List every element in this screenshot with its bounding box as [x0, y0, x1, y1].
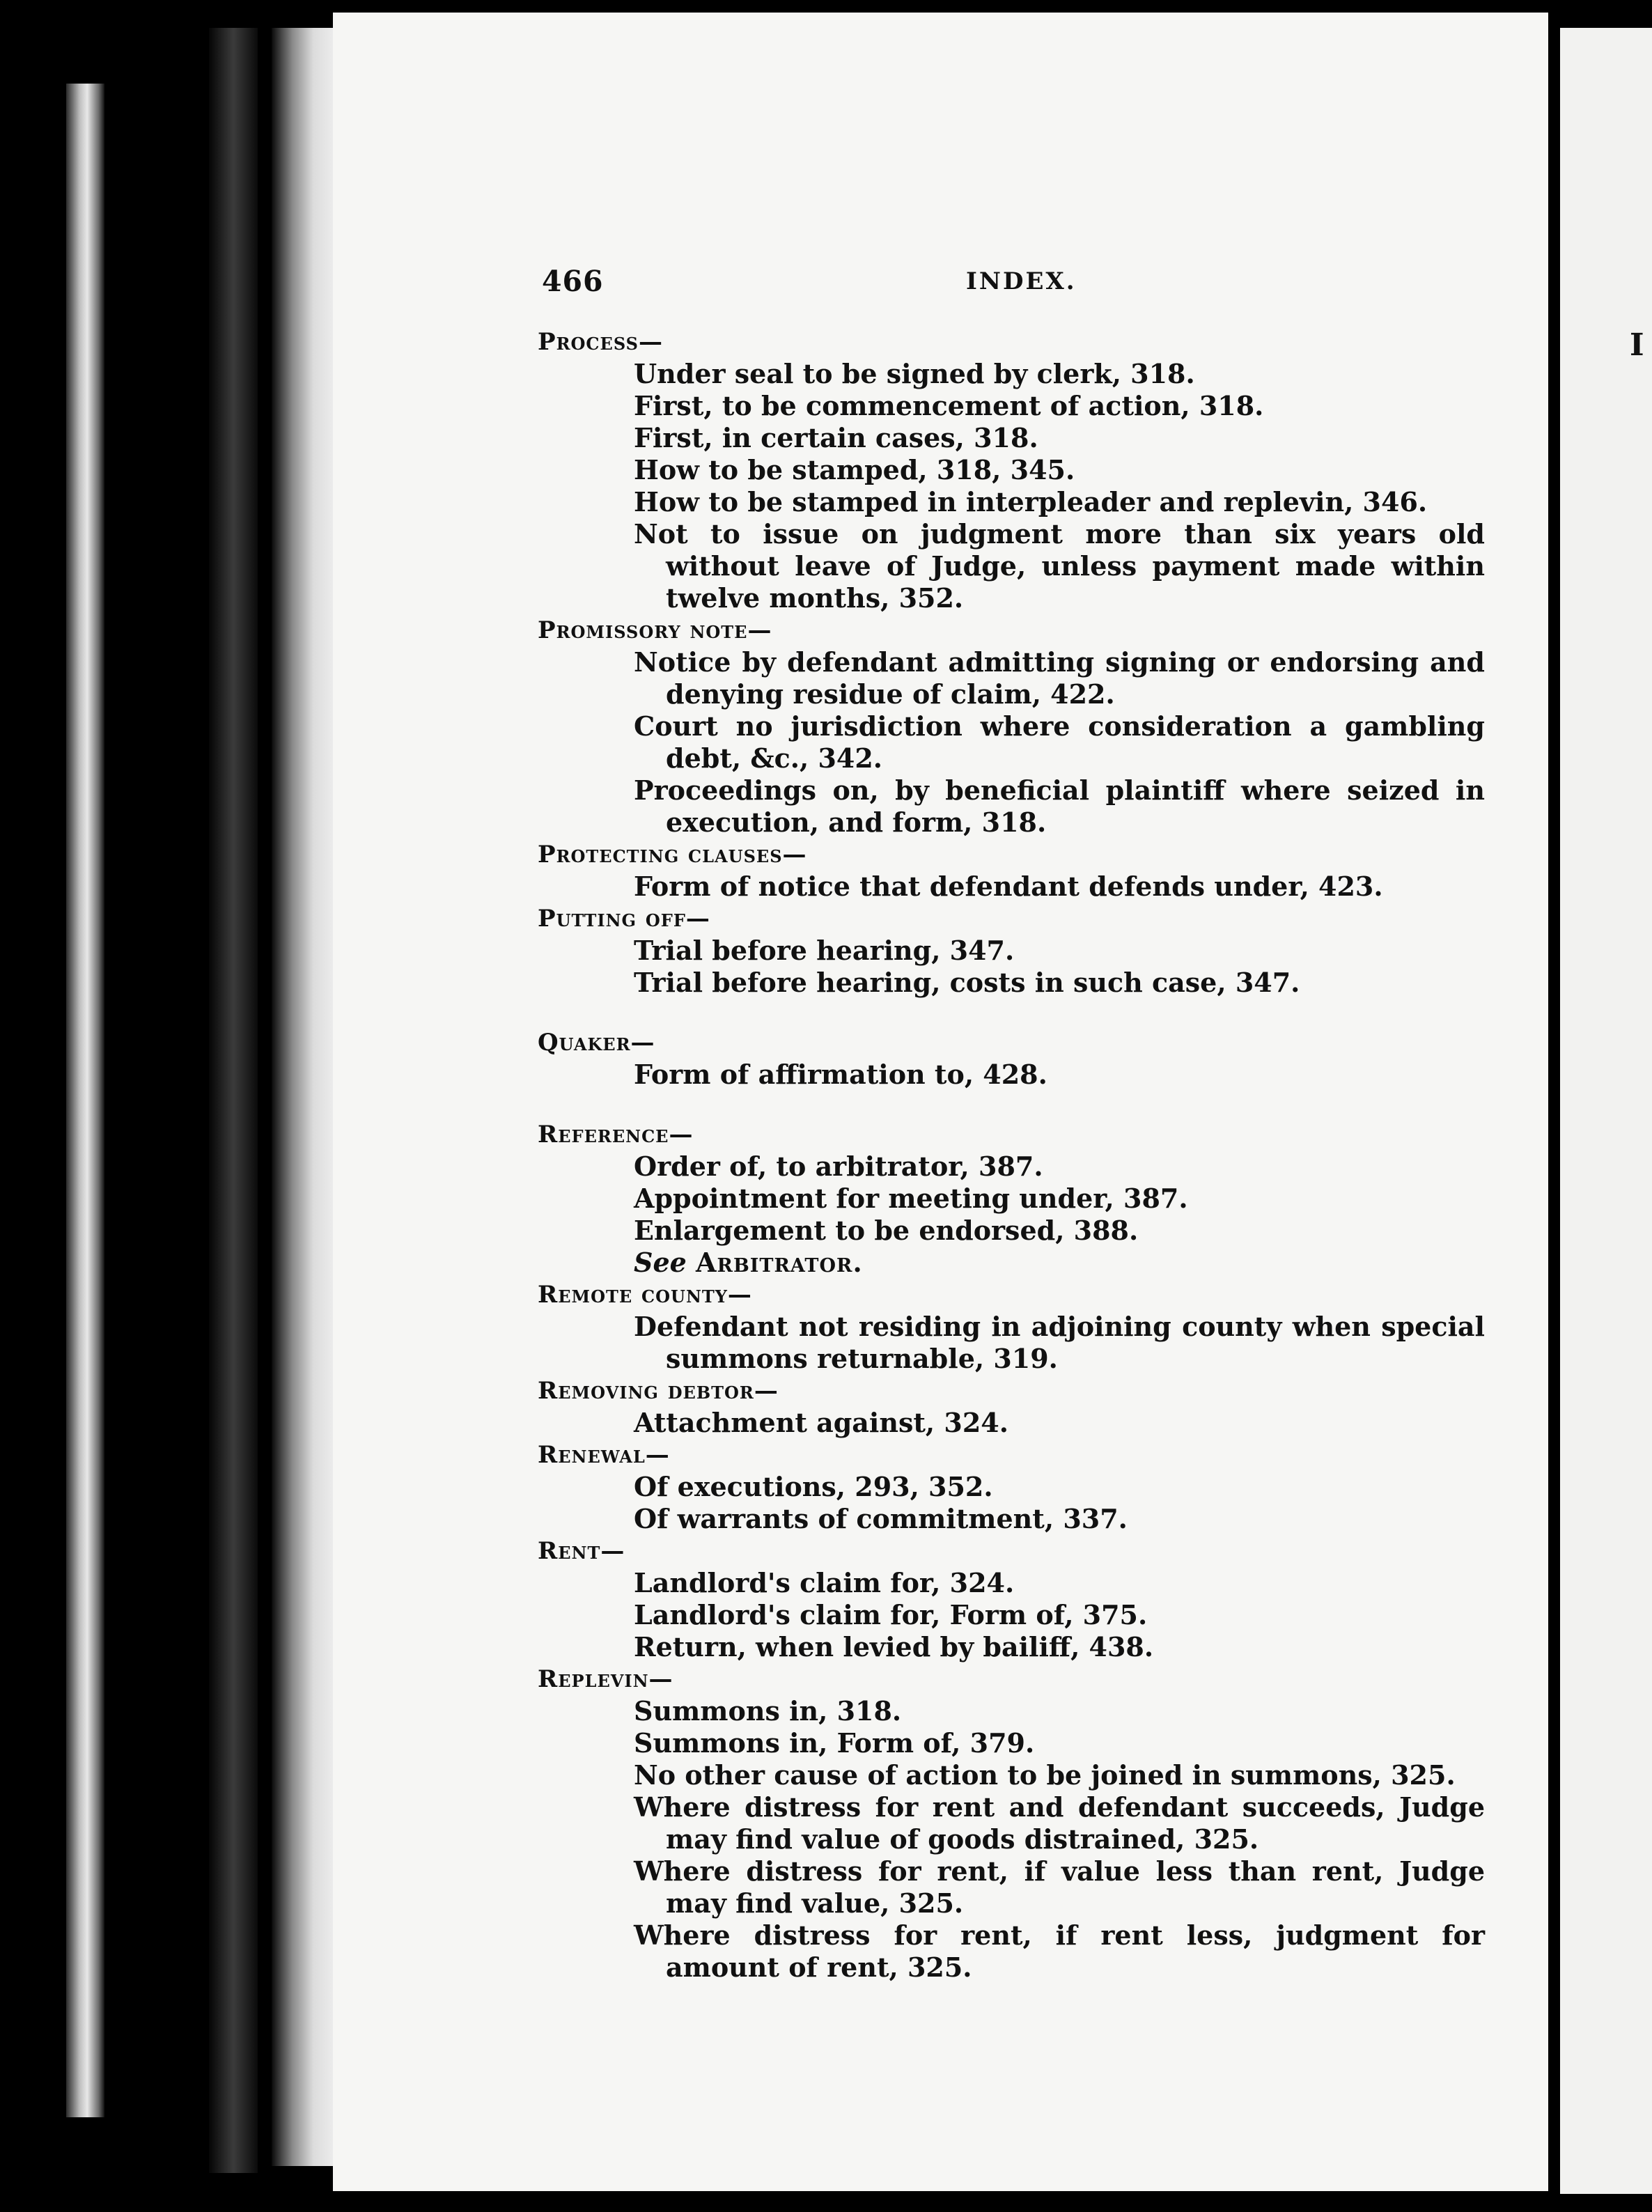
subentry-list	[538, 1567, 1485, 1663]
scan-page-edge	[66, 84, 104, 2117]
index-subentry: First, in certain cases, 318.	[634, 422, 1038, 453]
subentry-list	[538, 1471, 1485, 1535]
index-entry	[538, 1375, 1485, 1439]
facing-page-text-fragment: I	[1630, 327, 1644, 363]
subentry-list	[538, 935, 1485, 999]
index-subentry: Enlargement to be endorsed, 388.	[634, 1215, 1139, 1246]
index-subentry: Under seal to be signed by clerk, 318.	[634, 358, 1195, 389]
facing-page-edge	[1560, 28, 1652, 2194]
index-subentry: Court no jurisdiction where consideration a gambling debt, &c., 342.	[634, 710, 1485, 774]
index-heading: Replevin—	[538, 1665, 673, 1693]
index-subentry: Not to issue on judgment more than six years old without leave of Judge, unless payment made within twelve months, 352.	[634, 518, 1485, 614]
subentry-list	[538, 1695, 1485, 1984]
page-number: 466	[542, 265, 604, 298]
index-subentry: How to be stamped in interpleader and replevin, 346.	[634, 486, 1428, 517]
index-subentry: Landlord's claim for, 324.	[634, 1567, 1015, 1598]
index-subentry: Where distress for rent, if value less than rent, Judge may find value, 325.	[634, 1855, 1485, 1919]
index-entries	[538, 326, 1485, 1984]
index-entry	[538, 1663, 1485, 1984]
index-entry	[538, 1119, 1485, 1279]
index-entry	[538, 839, 1485, 903]
index-subentry: Trial before hearing, costs in such case, 347.	[634, 967, 1300, 998]
running-title: INDEX.	[966, 267, 1077, 295]
index-subentry: Return, when levied by bailiff, 438.	[634, 1631, 1154, 1662]
index-heading: Promissory note—	[538, 616, 772, 644]
index-subentry: No other cause of action to be joined in summons, 325.	[634, 1759, 1456, 1791]
index-heading: Putting off—	[538, 905, 710, 933]
index-subentry: Attachment against, 324.	[634, 1407, 1008, 1438]
index-subentry: Form of notice that defendant defends under, 423.	[634, 871, 1383, 902]
index-heading: Removing debtor—	[538, 1377, 779, 1405]
index-subentry: How to be stamped, 318, 345.	[634, 454, 1075, 485]
subentry-list	[538, 1407, 1485, 1439]
index-subentry: Defendant not residing in adjoining county when special summons returnable, 319.	[634, 1311, 1485, 1374]
index-entry	[538, 1279, 1485, 1375]
index-subentry: Summons in, Form of, 379.	[634, 1727, 1035, 1759]
index-heading: Reference—	[538, 1121, 694, 1148]
index-subentry: Proceedings on, by beneficial plaintiff where seized in execution, and form, 318.	[634, 774, 1485, 838]
index-entry	[538, 1439, 1485, 1535]
index-subentry: Where distress for rent and defendant succeeds, Judge may find value of goods distrained, 325.	[634, 1791, 1485, 1855]
index-subentry: Order of, to arbitrator, 387.	[634, 1151, 1043, 1182]
index-subentry: Of warrants of commitment, 337.	[634, 1503, 1128, 1534]
see-target: Arbitrator.	[696, 1247, 863, 1278]
subentry-list	[538, 358, 1485, 614]
index-heading: Renewal—	[538, 1441, 670, 1469]
see-reference	[570, 1247, 1485, 1279]
index-heading: Remote county—	[538, 1281, 752, 1309]
subentry-list	[538, 871, 1485, 903]
index-heading: Rent—	[538, 1537, 625, 1565]
index-entry	[538, 1027, 1485, 1091]
index-subentry: Landlord's claim for, Form of, 375.	[634, 1599, 1148, 1630]
scan-border-left	[0, 0, 63, 2212]
index-subentry: Trial before hearing, 347.	[634, 935, 1015, 966]
index-subentry: Appointment for meeting under, 387.	[634, 1183, 1188, 1214]
page-header	[538, 265, 1485, 313]
subentry-list	[538, 1151, 1485, 1279]
index-subentry: Of executions, 293, 352.	[634, 1471, 993, 1502]
index-heading: Quaker—	[538, 1029, 655, 1057]
page-content	[538, 265, 1485, 1984]
index-heading: Protecting clauses—	[538, 841, 807, 869]
index-heading: Process—	[538, 328, 663, 356]
scan-binding-shadow	[209, 28, 258, 2173]
subentry-list	[538, 646, 1485, 839]
index-subentry: First, to be commencement of action, 318.	[634, 390, 1264, 421]
see-label: See	[634, 1247, 687, 1278]
index-entry	[538, 1535, 1485, 1663]
subentry-list	[538, 1059, 1485, 1091]
subentry-list	[538, 1311, 1485, 1375]
index-subentry: Where distress for rent, if rent less, judgment for amount of rent, 325.	[634, 1919, 1485, 1983]
index-entry	[538, 326, 1485, 614]
index-entry	[538, 614, 1485, 839]
index-subentry: Form of affirmation to, 428.	[634, 1059, 1047, 1090]
index-subentry: Summons in, 318.	[634, 1695, 902, 1727]
index-entry	[538, 903, 1485, 999]
index-subentry: Notice by defendant admitting signing or endorsing and denying residue of claim, 422.	[634, 646, 1485, 710]
book-spine	[272, 28, 341, 2166]
